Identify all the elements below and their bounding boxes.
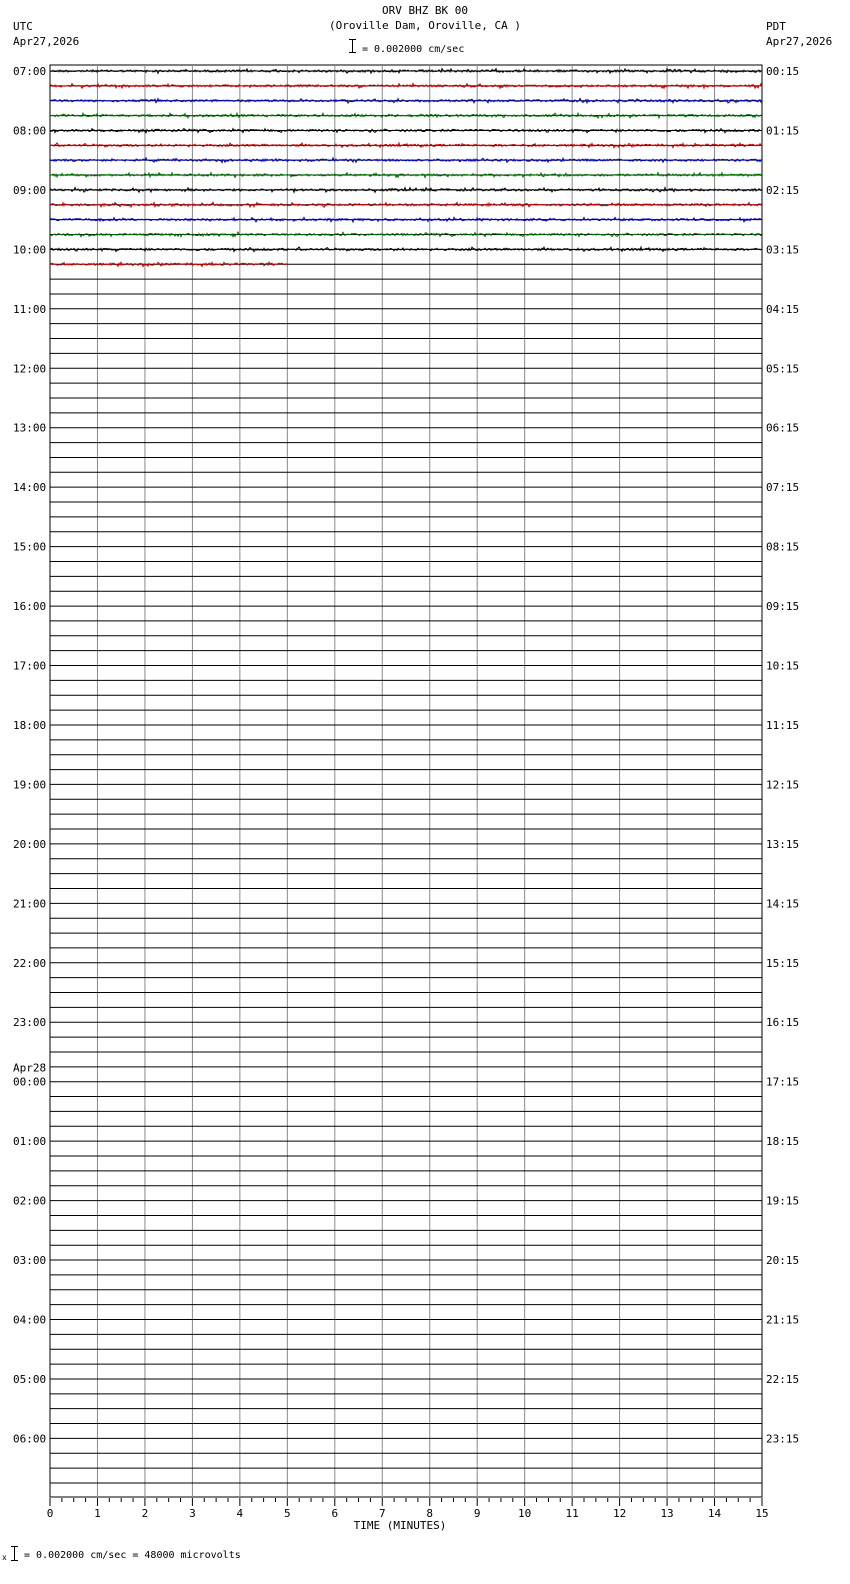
pdt-hour-label: 17:15	[766, 1075, 800, 1089]
x-tick-label: 0	[46, 1507, 54, 1520]
x-tick-label: 10	[518, 1507, 532, 1520]
x-tick-label: 12	[612, 1507, 627, 1520]
pdt-hour-label: 06:15	[766, 421, 800, 435]
x-tick-label: 7	[378, 1507, 386, 1520]
pdt-hour-label: 23:15	[766, 1432, 800, 1446]
x-axis-label: TIME (MINUTES)	[353, 1519, 447, 1532]
seismic-trace	[50, 69, 762, 74]
utc-hour-label: 11:00	[13, 302, 47, 316]
pdt-hour-label: 18:15	[766, 1135, 800, 1149]
utc-hour-label: 06:00	[13, 1432, 47, 1446]
utc-hour-label: 12:00	[13, 362, 47, 376]
utc-hour-label: 14:00	[13, 481, 47, 495]
utc-hour-label: 01:00	[13, 1135, 47, 1149]
footer-scale-note: = 0.002000 cm/sec = 48000 microvolts	[24, 1550, 241, 1561]
footer-scale-cap-top	[11, 1546, 18, 1547]
utc-hour-label: 05:00	[13, 1372, 47, 1386]
utc-hour-label: 20:00	[13, 837, 47, 851]
pdt-hour-label: 05:15	[766, 362, 800, 376]
x-tick-label: 11	[565, 1507, 579, 1520]
pdt-hour-label: 10:15	[766, 659, 800, 673]
utc-hour-label: 18:00	[13, 718, 47, 732]
utc-date-change-label: Apr28	[13, 1061, 47, 1075]
seismic-trace	[50, 217, 762, 222]
utc-hour-label: 16:00	[13, 600, 47, 614]
x-tick-label: 4	[236, 1507, 244, 1520]
seismic-trace	[50, 98, 762, 103]
pdt-hour-label: 00:15	[766, 65, 800, 78]
x-tick-label: 13	[660, 1507, 674, 1520]
utc-hour-label: 21:00	[13, 897, 47, 911]
utc-hour-label: 19:00	[13, 778, 47, 792]
x-tick-label: 15	[755, 1507, 769, 1520]
utc-hour-label: 23:00	[13, 1016, 47, 1030]
scale-text: = 0.002000 cm/sec	[362, 44, 465, 55]
pdt-hour-label: 12:15	[766, 778, 800, 792]
right-timezone: PDT	[766, 20, 786, 33]
x-tick-label: 8	[426, 1507, 434, 1520]
utc-hour-label: 08:00	[13, 124, 47, 138]
utc-hour-label: 03:00	[13, 1254, 47, 1268]
x-tick-label: 6	[331, 1507, 339, 1520]
utc-hour-label: 10:00	[13, 243, 47, 257]
right-date: Apr27,2026	[766, 35, 833, 48]
utc-hour-label: 07:00	[13, 65, 47, 78]
pdt-hour-label: 15:15	[766, 956, 800, 970]
pdt-hour-label: 19:15	[766, 1194, 800, 1208]
utc-hour-label: 17:00	[13, 659, 47, 673]
pdt-hour-label: 20:15	[766, 1254, 800, 1268]
pdt-hour-label: 04:15	[766, 302, 800, 316]
pdt-hour-label: 21:15	[766, 1313, 800, 1327]
pdt-hour-label: 07:15	[766, 481, 800, 495]
pdt-hour-label: 11:15	[766, 718, 800, 732]
utc-hour-label: 13:00	[13, 421, 47, 435]
footer-scale-bar-icon	[14, 1546, 15, 1561]
utc-hour-label: 00:00	[13, 1075, 47, 1089]
utc-hour-label: 09:00	[13, 183, 47, 197]
pdt-hour-label: 22:15	[766, 1372, 800, 1386]
station-title: ORV BHZ BK 00	[381, 4, 469, 17]
x-tick-label: 9	[473, 1507, 481, 1520]
pdt-hour-label: 14:15	[766, 897, 800, 911]
plot-frame	[50, 65, 762, 1497]
seismic-trace	[50, 247, 762, 252]
left-timezone: UTC	[13, 20, 33, 33]
x-tick-label: 2	[141, 1507, 149, 1520]
x-tick-label: 1	[94, 1507, 101, 1520]
utc-hour-label: 15:00	[13, 540, 47, 554]
x-tick-label: 14	[707, 1507, 722, 1520]
utc-hour-label: 22:00	[13, 956, 47, 970]
pdt-hour-label: 02:15	[766, 183, 800, 197]
footer-marker: x	[2, 1553, 7, 1562]
seismic-trace	[50, 143, 762, 148]
x-tick-label: 5	[284, 1507, 291, 1520]
x-tick-label: 3	[189, 1507, 196, 1520]
pdt-hour-label: 08:15	[766, 540, 800, 554]
seismic-trace	[50, 232, 762, 237]
station-location: (Oroville Dam, Oroville, CA )	[328, 19, 522, 32]
seismic-trace	[50, 173, 762, 178]
left-date: Apr27,2026	[13, 35, 80, 48]
pdt-hour-label: 01:15	[766, 124, 800, 138]
utc-hour-label: 04:00	[13, 1313, 47, 1327]
pdt-hour-label: 13:15	[766, 837, 800, 851]
footer-scale-cap-bottom	[11, 1560, 18, 1561]
utc-hour-label: 02:00	[13, 1194, 47, 1208]
pdt-hour-label: 09:15	[766, 600, 800, 614]
pdt-hour-label: 16:15	[766, 1016, 800, 1030]
pdt-hour-label: 03:15	[766, 243, 800, 257]
seismic-trace	[50, 188, 762, 193]
